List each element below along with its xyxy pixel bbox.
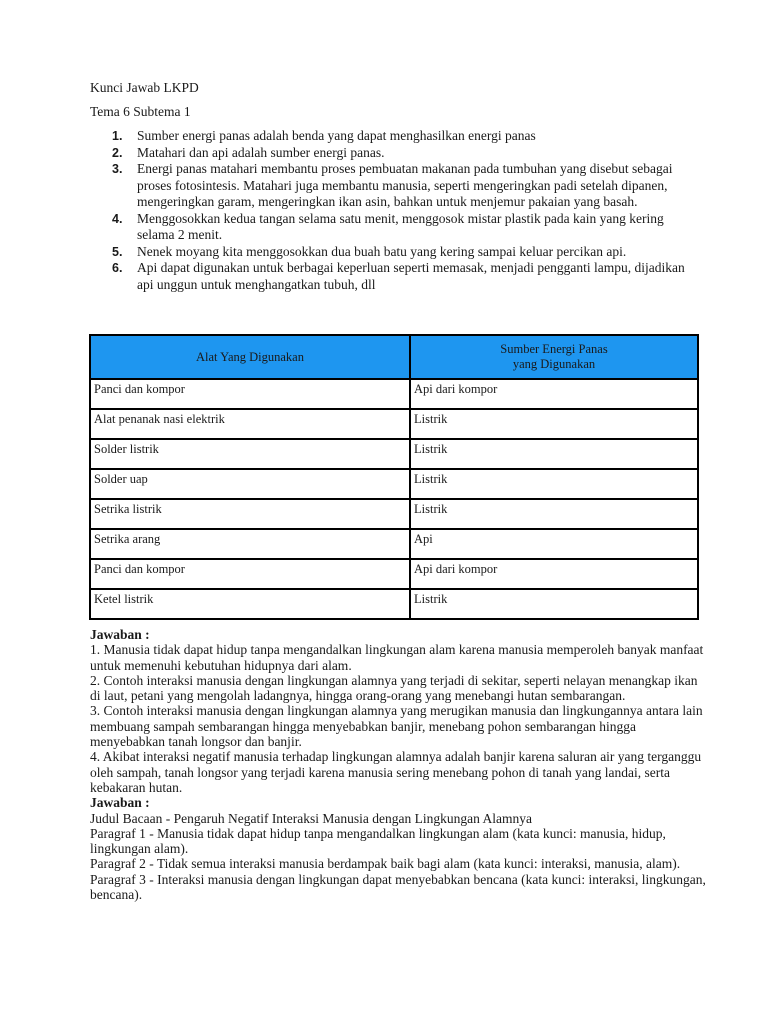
- list-text: Sumber energi panas adalah benda yang dapat menghasilkan energi panas: [137, 128, 536, 143]
- answer-item: Paragraf 1 - Manusia tidak dapat hidup tanpa mengandalkan lingkungan alam (kata kunci: manusia, hidup, lingkungan alam).: [90, 825, 666, 857]
- answers-heading: Jawaban :: [90, 795, 150, 811]
- list-item: [90, 128, 690, 145]
- column-header-sumber-line2: yang Digunakan: [512, 357, 596, 371]
- answer-item: 2. Contoh interaksi manusia dengan lingkungan alamnya yang terjadi di sekitar, seperti nelayan menangkap ikan di laut, petani yang mengolah ladangnya, hingga orang-orang yang menebangi hutan sembarangan.: [90, 672, 698, 704]
- table-row: [90, 439, 698, 469]
- list-text: Energi panas matahari membantu proses pembuatan makanan pada tumbuhan yang disebut sebagai proses fotosintesis. Matahari juga membantu manusia, seperti mengeringkan padi setelah dipanen, mengeringkan garam, mengeringkan ikan asin, bahkan untuk menjemur pakaian yang basah.: [137, 161, 673, 209]
- cell-sumber: Listrik: [410, 469, 698, 499]
- cell-sumber: Listrik: [410, 439, 698, 469]
- answer-item: Paragraf 2 - Tidak semua interaksi manusia berdampak baik bagi alam (kata kunci: interaksi, manusia, alam).: [90, 856, 681, 872]
- list-number: 5.: [112, 244, 123, 259]
- cell-alat: Panci dan kompor: [90, 559, 410, 589]
- list-text: Matahari dan api adalah sumber energi panas.: [137, 144, 385, 160]
- cell-sumber: Listrik: [410, 409, 698, 439]
- list-item: [90, 260, 690, 293]
- cell-sumber: Api: [410, 529, 698, 559]
- column-header-alat: Alat Yang Digunakan: [90, 335, 410, 379]
- table-row: [90, 379, 698, 409]
- document-subtitle: Tema 6 Subtema 1: [90, 104, 191, 119]
- energy-source-table: [89, 334, 699, 620]
- answers-section: [90, 627, 710, 902]
- document-title: Kunci Jawab LKPD: [90, 80, 199, 95]
- column-header-sumber-line1: Sumber Energi Panas: [500, 342, 608, 356]
- answer-item: 3. Contoh interaksi manusia dengan lingkungan alamnya yang merugikan manusia dan lingkungannya antara lain membuang sampah sembarangan hingga menyebabkan banjir, menebang pohon sembarangan hingga menyebabkan tanah longsor dan banjir.: [90, 703, 703, 750]
- answer-item: 4. Akibat interaksi negatif manusia terhadap lingkungan alamnya adalah banjir karena saluran air yang terganggu oleh sampah, tanah longsor yang terjadi karena manusia sering menebang pohon di tanah yang landai, serta kebakaran hutan.: [90, 749, 702, 795]
- table-row: [90, 589, 698, 619]
- cell-alat: Solder uap: [90, 469, 410, 499]
- cell-sumber: Listrik: [410, 589, 698, 619]
- answer-item: Paragraf 3 - Interaksi manusia dengan lingkungan dapat menyebabkan bencana (kata kunci: interaksi, lingkungan, bencana).: [90, 871, 706, 903]
- cell-alat: Ketel listrik: [90, 589, 410, 619]
- list-item: [90, 211, 690, 244]
- list-item: [90, 145, 690, 162]
- answer-item: 1. Manusia tidak dapat hidup tanpa mengandalkan lingkungan alam karena manusia memperoleh banyak manfaat untuk memenuhi kebutuhan hidupnya dari alam.: [90, 642, 704, 673]
- list-text: Nenek moyang kita menggosokkan dua buah batu yang kering sampai keluar percikan api.: [137, 243, 627, 259]
- cell-alat: Solder listrik: [90, 439, 410, 469]
- cell-alat: Setrika arang: [90, 529, 410, 559]
- list-number: 3.: [112, 162, 123, 176]
- list-text: Menggosokkan kedua tangan selama satu menit, menggosok mistar plastik pada kain yang kering selama 2 menit.: [137, 210, 664, 242]
- table-row: [90, 529, 698, 559]
- table-row: [90, 409, 698, 439]
- table-header-row: [90, 335, 698, 379]
- cell-sumber: Api dari kompor: [410, 379, 698, 409]
- list-item: [90, 244, 690, 261]
- table-row: [90, 559, 698, 589]
- list-number: 2.: [112, 145, 123, 160]
- cell-alat: Setrika listrik: [90, 499, 410, 529]
- cell-alat: Panci dan kompor: [90, 379, 410, 409]
- list-number: 6.: [112, 261, 123, 275]
- table-row: [90, 499, 698, 529]
- list-text: Api dapat digunakan untuk berbagai keperluan seperti memasak, menjadi pengganti lampu, dijadikan api unggun untuk menghangatkan tubuh, dll: [137, 260, 685, 292]
- column-header-sumber: [410, 335, 698, 379]
- list-item: [90, 161, 690, 211]
- cell-sumber: Api dari kompor: [410, 559, 698, 589]
- answer-item: Judul Bacaan - Pengaruh Negatif Interaksi Manusia dengan Lingkungan Alamnya: [90, 810, 532, 826]
- list-number: 1.: [112, 129, 123, 143]
- table-row: [90, 469, 698, 499]
- answers-heading: Jawaban :: [90, 627, 150, 642]
- numbered-list: [90, 128, 690, 293]
- list-number: 4.: [112, 211, 123, 226]
- cell-alat: Alat penanak nasi elektrik: [90, 409, 410, 439]
- cell-sumber: Listrik: [410, 499, 698, 529]
